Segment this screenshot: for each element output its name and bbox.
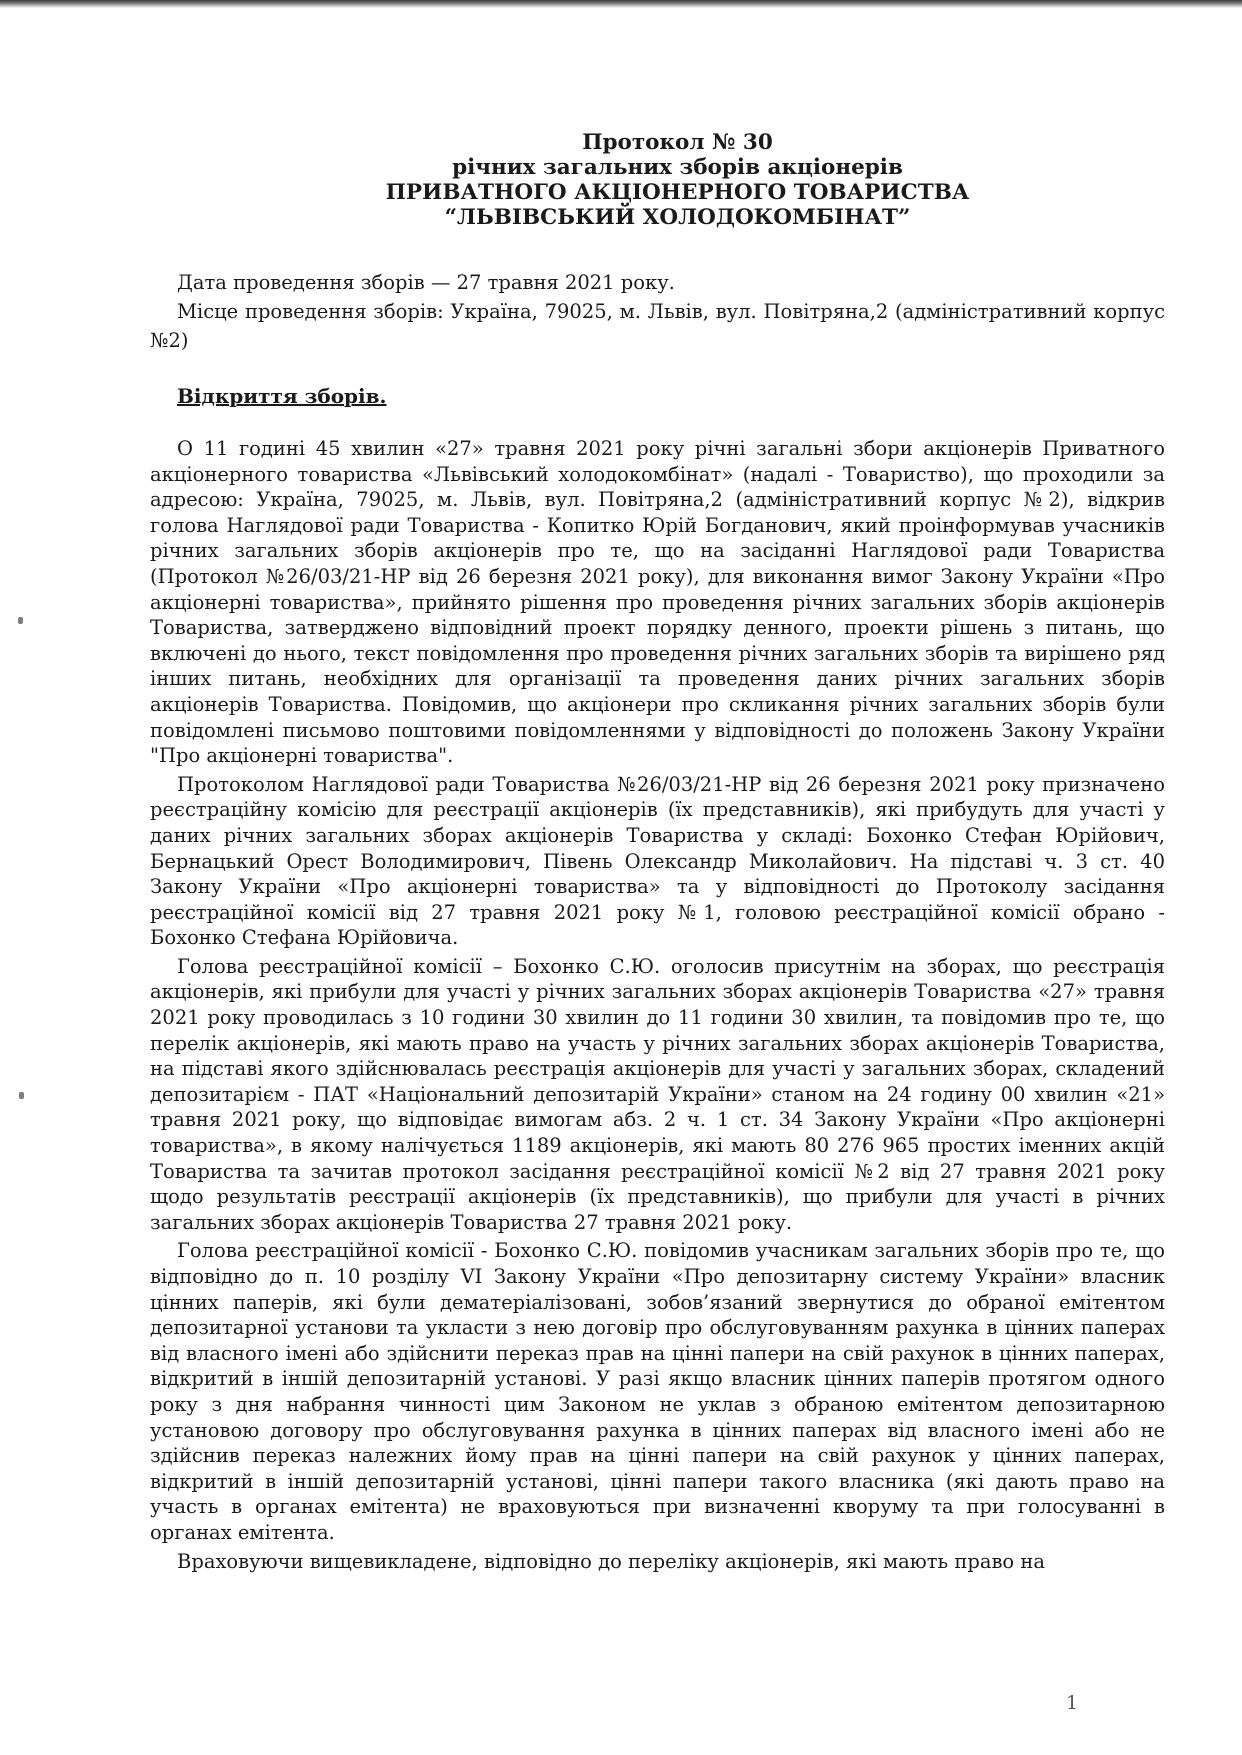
section-title: Відкриття зборів. bbox=[177, 384, 387, 408]
document-body bbox=[150, 436, 1165, 1574]
scan-edge bbox=[0, 0, 1242, 8]
paragraph: Протоколом Наглядової ради Товариства №26/03/21-НР від 26 березня 2021 року призначено реєстраційну комісію для реєстрації акціонерів (їх представників), які прибудуть для участі у даних річних загальних зборах акціонерів Товариства у складі: Бохонко Стефан Юрійович, Бернацький Орест Володимирович, Півень Олександр Миколайович. На підставі ч. 3 ст. 40 Закону України «Про акціонерні товариства» та у відповідності до Протоколу засідання реєстраційної комісії від 27 травня 2021 року №1, головою реєстраційної комісії обрано - Бохонко Стефана Юрійовича. bbox=[150, 772, 1165, 950]
paragraph: Голова реєстраційної комісії – Бохонко С.Ю. оголосив присутнім на зборах, що реєстрація акціонерів, які прибули для участі у річних загальних зборах акціонерів Товариства «27» травня 2021 року проводилась з 10 години 30 хвилин до 11 години 30 хвилин, та повідомив про те, що перелік акціонерів, які мають право на участь у річних загальних зборах акціонерів Товариства, на підставі якого здійснювалась реєстрація акціонерів для участі у загальних зборах, складений депозитарієм - ПАТ «Національний депозитарій України» станом на 24 годину 00 хвилин «21» травня 2021 року, що відповідає вимогам абз. 2 ч. 1 ст. 34 Закону України «Про акціонерні товариства», в якому налічується 1189 акціонерів, які мають 80 276 965 простих іменних акцій Товариства та зачитав протокол засідання реєстраційної комісії №2 від 27 травня 2021 року щодо результатів реєстрації акціонерів (їх представників), що прибули для участі в річних загальних зборах акціонерів Товариства 27 травня 2021 року. bbox=[150, 954, 1165, 1234]
company-name: “ЛЬВІВСЬКИЙ ХОЛОДОКОМБІНАТ” bbox=[444, 205, 911, 230]
meeting-meta bbox=[150, 268, 1165, 355]
meeting-place: Місце проведення зборів: Україна, 79025, м. Львів, вул. Повітряна,2 (адміністративний корпус №2) bbox=[150, 300, 1165, 352]
company-form: ПРИВАТНОГО АКЦІОНЕРНОГО ТОВАРИСТВА bbox=[385, 180, 970, 205]
page-number: 1 bbox=[1066, 1692, 1079, 1714]
meeting-type: річних загальних зборів акціонерів bbox=[452, 155, 903, 180]
paragraph: Враховуючи вищевикладене, відповідно до переліку акціонерів, які мають право на bbox=[177, 1549, 1045, 1573]
meeting-date: Дата проведення зборів — 27 травня 2021 року. bbox=[177, 271, 675, 294]
paragraph: О 11 годині 45 хвилин «27» травня 2021 року річні загальні збори акціонерів Приватного акціонерного товариства «Львівський холодокомбінат» (надалі - Товариство), що проходили за адресою: Україна, 79025, м. Львів, вул. Повітряна,2 (адміністративний корпус №2), відкрив голова Наглядової ради Товариства - Копитко Юрій Богданович, який проінформував учасників річних загальних зборів акціонерів про те, що на засіданні Наглядової ради Товариства (Протокол №26/03/21-НР від 26 березня 2021 року), для виконання вимог Закону України «Про акціонерні товариства», прийнято рішення про проведення річних загальних зборів акціонерів Товариства, затверджено відповідний проект порядку денного, проекти рішень з питань, що включені до нього, текст повідомлення про проведення річних загальних зборів та вирішено ряд інших питань, необхідних для організації та проведення даних річних загальних зборів акціонерів Товариства. Повідомив, що акціонери про скликання річних загальних зборів були повідомлені письмово поштовими повідомленнями у відповідності до положень Закону України "Про акціонерні товариства". bbox=[150, 437, 1165, 768]
paragraph: Голова реєстраційної комісії - Бохонко С.Ю. повідомив учасникам загальних зборів про те, що відповідно до п. 10 розділу VI Закону України «Про депозитарну систему України» власник цінних паперів, які були дематеріалізовані, зобов’язаний звернутися до обраної емітентом депозитарної установи та укласти з нею договір про обслуговуванням рахунка в цінних паперах від власного імені або здійснити переказ прав на цінні папери на свій рахунок в цінних паперах, відкритий в іншій депозитарній установі. У разі якщо власник цінних паперів протягом одного року з дня набрання чинності цим Законом не уклав з обраною емітентом депозитарною установою договору про обслуговування рахунка в цінних паперах від власного імені або не здійснив переказ належних йому прав на цінні папери на свій рахунок у цінних паперах, відкритий в іншій депозитарній установі, цінні папери такого власника (які дають право на участь в органах емітента) не враховуються при визначенні кворуму та при голосуванні в органах емітента. bbox=[150, 1239, 1165, 1544]
protocol-number: Протокол № 30 bbox=[582, 130, 773, 155]
scan-mark bbox=[19, 1092, 24, 1099]
scan-mark bbox=[18, 617, 23, 624]
document-header bbox=[190, 130, 1165, 230]
document-page bbox=[150, 130, 1165, 1577]
